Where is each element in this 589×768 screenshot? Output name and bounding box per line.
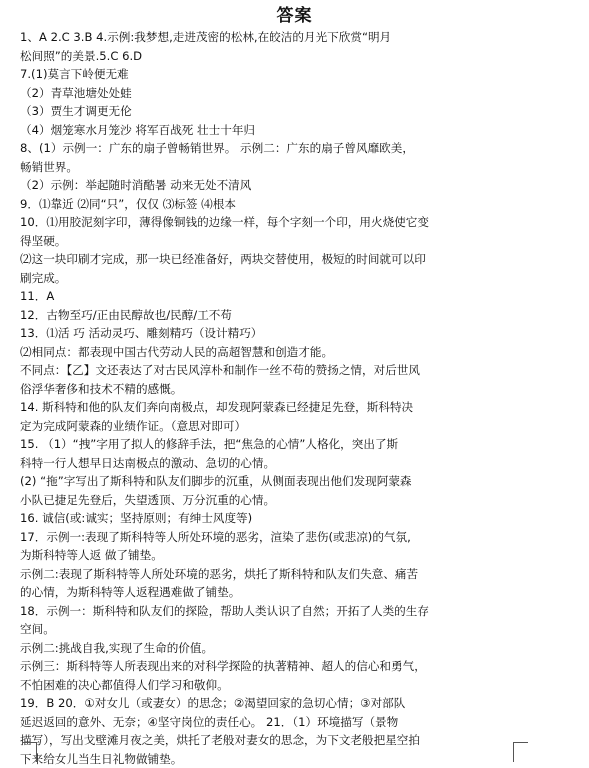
answer-line: 的心情，为斯科特等人返程遇难做了铺垫。 [20, 583, 548, 602]
answer-line: 为斯科特等人返 做了铺垫。 [20, 546, 548, 565]
answer-line: (2) “拖”字写出了斯科特和队友们脚步的沉重，从侧面表现出他们发现阿蒙森 [20, 472, 548, 491]
answer-line: 示例三：斯科特等人所表现出来的对科学探险的执著精神、超人的信心和勇气， [20, 657, 548, 676]
answer-line: 俗浮华奢侈和技术不精的感慨。 [20, 380, 548, 399]
answer-line: 17．示例一:表现了斯科特等人所处环境的恶劣，渲染了悲伤(或悲凉)的气氛, [20, 528, 548, 547]
answer-line: 不怕困难的决心都值得人们学习和敬仰。 [20, 676, 548, 695]
answer-line: 18．示例一：斯科特和队友们的探险，帮助人类认识了自然；开拓了人类的生存 [20, 602, 548, 621]
crop-mark-bottom-right-horizontal [513, 742, 528, 743]
answer-line: 示例二:挑战自我,实现了生命的价值。 [20, 639, 548, 658]
answer-line: 19．B 20．①对女儿（或妻女）的思念；②渴望回家的急切心情；③对部队 [20, 694, 548, 713]
answer-line: 松间照”的美景.5.C 6.D [20, 47, 548, 66]
answer-line: 示例二:表现了斯科特等人所处环境的恶劣，烘托了斯科特和队友们失意、痛苦 [20, 565, 548, 584]
answer-line: 14. 斯科特和他的队友们奔向南极点，却发现阿蒙森已经捷足先登，斯科特决 [20, 398, 548, 417]
answer-line: 12．古物至巧/正由民醇故也/民醇/工不苟 [20, 306, 548, 325]
answer-line: 不同点：【乙】文还表达了对古民风淳朴和制作一丝不苟的赞扬之情，对后世风 [20, 361, 548, 380]
answer-line: （2）青草池塘处处蛙 [20, 84, 548, 103]
answer-line: 科特一行人想早日达南极点的激动、急切的心情。 [20, 454, 548, 473]
answer-line: 16. 诚信(或:诚实；坚持原则；有绅士风度等) [20, 509, 548, 528]
answer-line: 10．⑴用胶泥刻字印，薄得像铜钱的边缘一样，每个字刻一个印，用火烧使它变 [20, 213, 548, 232]
answer-line: 得坚硬。 [20, 232, 548, 251]
answer-line: 11．A [20, 287, 548, 306]
answer-line: 定为完成阿蒙森的业绩作证。（意思对即可） [20, 417, 548, 436]
answer-line: 下来给女儿当生日礼物做铺垫。 [20, 750, 548, 768]
answer-line: 7.(1)莫言下岭便无难 [20, 65, 548, 84]
answer-line: 刷完成。 [20, 269, 548, 288]
answer-line: （2）示例：举起随时消酷暑 动来无处不清风 [20, 176, 548, 195]
answer-content [20, 28, 548, 768]
answer-line: （4）烟笼寒水月笼沙 将军百战死 壮士十年归 [20, 121, 548, 140]
crop-mark-bottom-left [36, 742, 37, 762]
answer-line: 延迟返回的意外、无奈；④坚守岗位的责任心。 21．（1）环境描写（景物 [20, 713, 548, 732]
answer-line: ⑵相同点：都表现中国古代劳动人民的高超智慧和创造才能。 [20, 343, 548, 362]
answer-line: （3）贾生才调更无伦 [20, 102, 548, 121]
crop-mark-bottom-right [513, 742, 514, 762]
answer-line: 8、(1）示例一：广东的扇子曾畅销世界。 示例二：广东的扇子曾风靡欧美， [20, 139, 548, 158]
answer-line: 畅销世界。 [20, 158, 548, 177]
answer-line: 小队已捷足先登后，失望透顶、万分沉重的心情。 [20, 491, 548, 510]
page-title: 答案 [0, 4, 589, 28]
crop-mark-bottom-left-horizontal [22, 742, 37, 743]
answer-line: ⑵这一块印刷才完成，那一块已经准备好，两块交替使用，极短的时间就可以印 [20, 250, 548, 269]
answer-line: 9．⑴靠近 ⑵同“只”，仅仅 ⑶标签 ⑷根本 [20, 195, 548, 214]
answer-line: 13．⑴活 巧 活动灵巧、雕刻精巧（设计精巧） [20, 324, 548, 343]
answer-line: 15. （1）“拽”字用了拟人的修辞手法，把“焦急的心情”人格化，突出了斯 [20, 435, 548, 454]
answer-line: 空间。 [20, 620, 548, 639]
answer-line: 1、A 2.C 3.B 4.示例:我梦想,走进茂密的松林,在皎洁的月光下欣赏“明月 [20, 28, 548, 47]
answer-line: 描写），写出戈壁滩月夜之美，烘托了老般对妻女的思念，为下文老般把星空拍 [20, 731, 548, 750]
